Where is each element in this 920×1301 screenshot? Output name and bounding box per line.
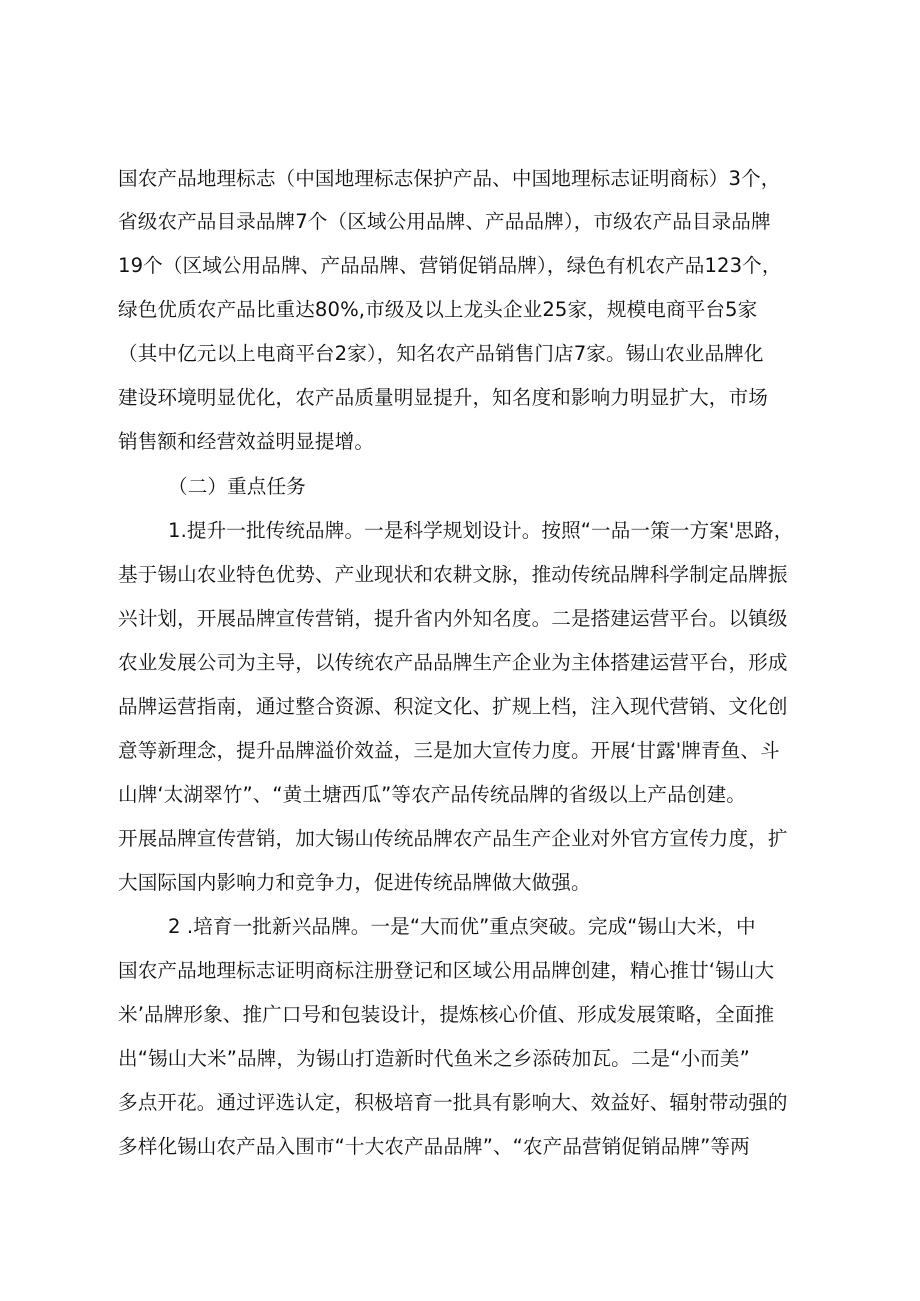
- body-text-line: 山牌‘太湖翠竹”、“黄土塘西瓜”等农产品传统品牌的省级以上产品创建。: [118, 783, 746, 806]
- body-text-line: 19个（区域公用品牌、产品品牌、营销促销品牌），绿色有机农产品123个，: [118, 254, 782, 277]
- body-text-line: 基于锡山农业特色优势、产业现状和农耕文脉，推动传统品牌科学制定品牌振: [118, 563, 788, 586]
- body-text-line: 多样化锡山农产品入围市“十大农产品品牌”、“农产品营销促销品牌”等两: [118, 1135, 750, 1158]
- body-text-line: 农业发展公司为主导，以传统农产品品牌生产企业为主体搭建运营平台，形成: [118, 651, 788, 674]
- body-text-line: 品牌运营指南，通过整合资源、积淀文化、扩规上档，注入现代营销、文化创: [118, 695, 788, 718]
- body-text-line: 绿色优质农产品比重达80%,市级及以上龙头企业25家，规模电商平台5家: [118, 298, 758, 321]
- section-heading: （二）重点任务: [168, 475, 306, 498]
- body-text-line: 销售额和经营效益明显提增。: [118, 430, 375, 453]
- body-text-line: 建设环境明显优化，农产品质量明显提升，知名度和影响力明显扩大，市场: [118, 386, 768, 409]
- body-text-line: 多点开花。通过评选认定，积极培育一批具有影响大、效益好、辐射带动强的: [118, 1091, 788, 1114]
- body-text-line: 大国际国内影响力和竞争力，促进传统品牌做大做强。: [118, 871, 591, 894]
- body-text-line: 省级农产品目录品牌7个（区域公用品牌、产品品牌），市级农产品目录品牌: [118, 210, 771, 233]
- body-text-line: 开展品牌宣传营销，加大锡山传统品牌农产品生产企业对外官方宣传力度，扩: [118, 827, 788, 850]
- body-text-line: 国农产品地理标志证明商标注册登记和区域公用品牌创建，精心推廿‘锡山大: [118, 959, 775, 982]
- paragraph-first-line: 1.提升一批传统品牌。一是科学规划设计。按照“一品一策一方案'思路，: [168, 519, 794, 542]
- body-text-line: （其中亿元以上电商平台2家），知名农产品销售门店7家。锡山农业品牌化: [118, 342, 764, 365]
- body-text-line: 米’品牌形象、推广口号和包装设计，提炼核心价值、形成发展策略，全面推: [118, 1003, 775, 1026]
- body-text-line: 出“锡山大米”品牌，为锡山打造新时代鱼米之乡添砖加瓦。二是“小而美”: [118, 1047, 750, 1070]
- paragraph-first-line: 2 .培育一批新兴品牌。一是“大而优”重点突破。完成“锡山大米，中: [168, 915, 756, 938]
- body-text-line: 意等新理念，提升品牌溢价效益，三是加大宣传力度。开展‘甘露'牌青鱼、斗: [118, 739, 780, 762]
- body-text-line: 国农产品地理标志（中国地理标志保护产品、中国地理标志证明商标）3个，: [118, 167, 781, 190]
- body-text-line: 兴计划，开展品牌宣传营销，提升省内外知名度。二是搭建运营平台。以镇级: [118, 607, 788, 630]
